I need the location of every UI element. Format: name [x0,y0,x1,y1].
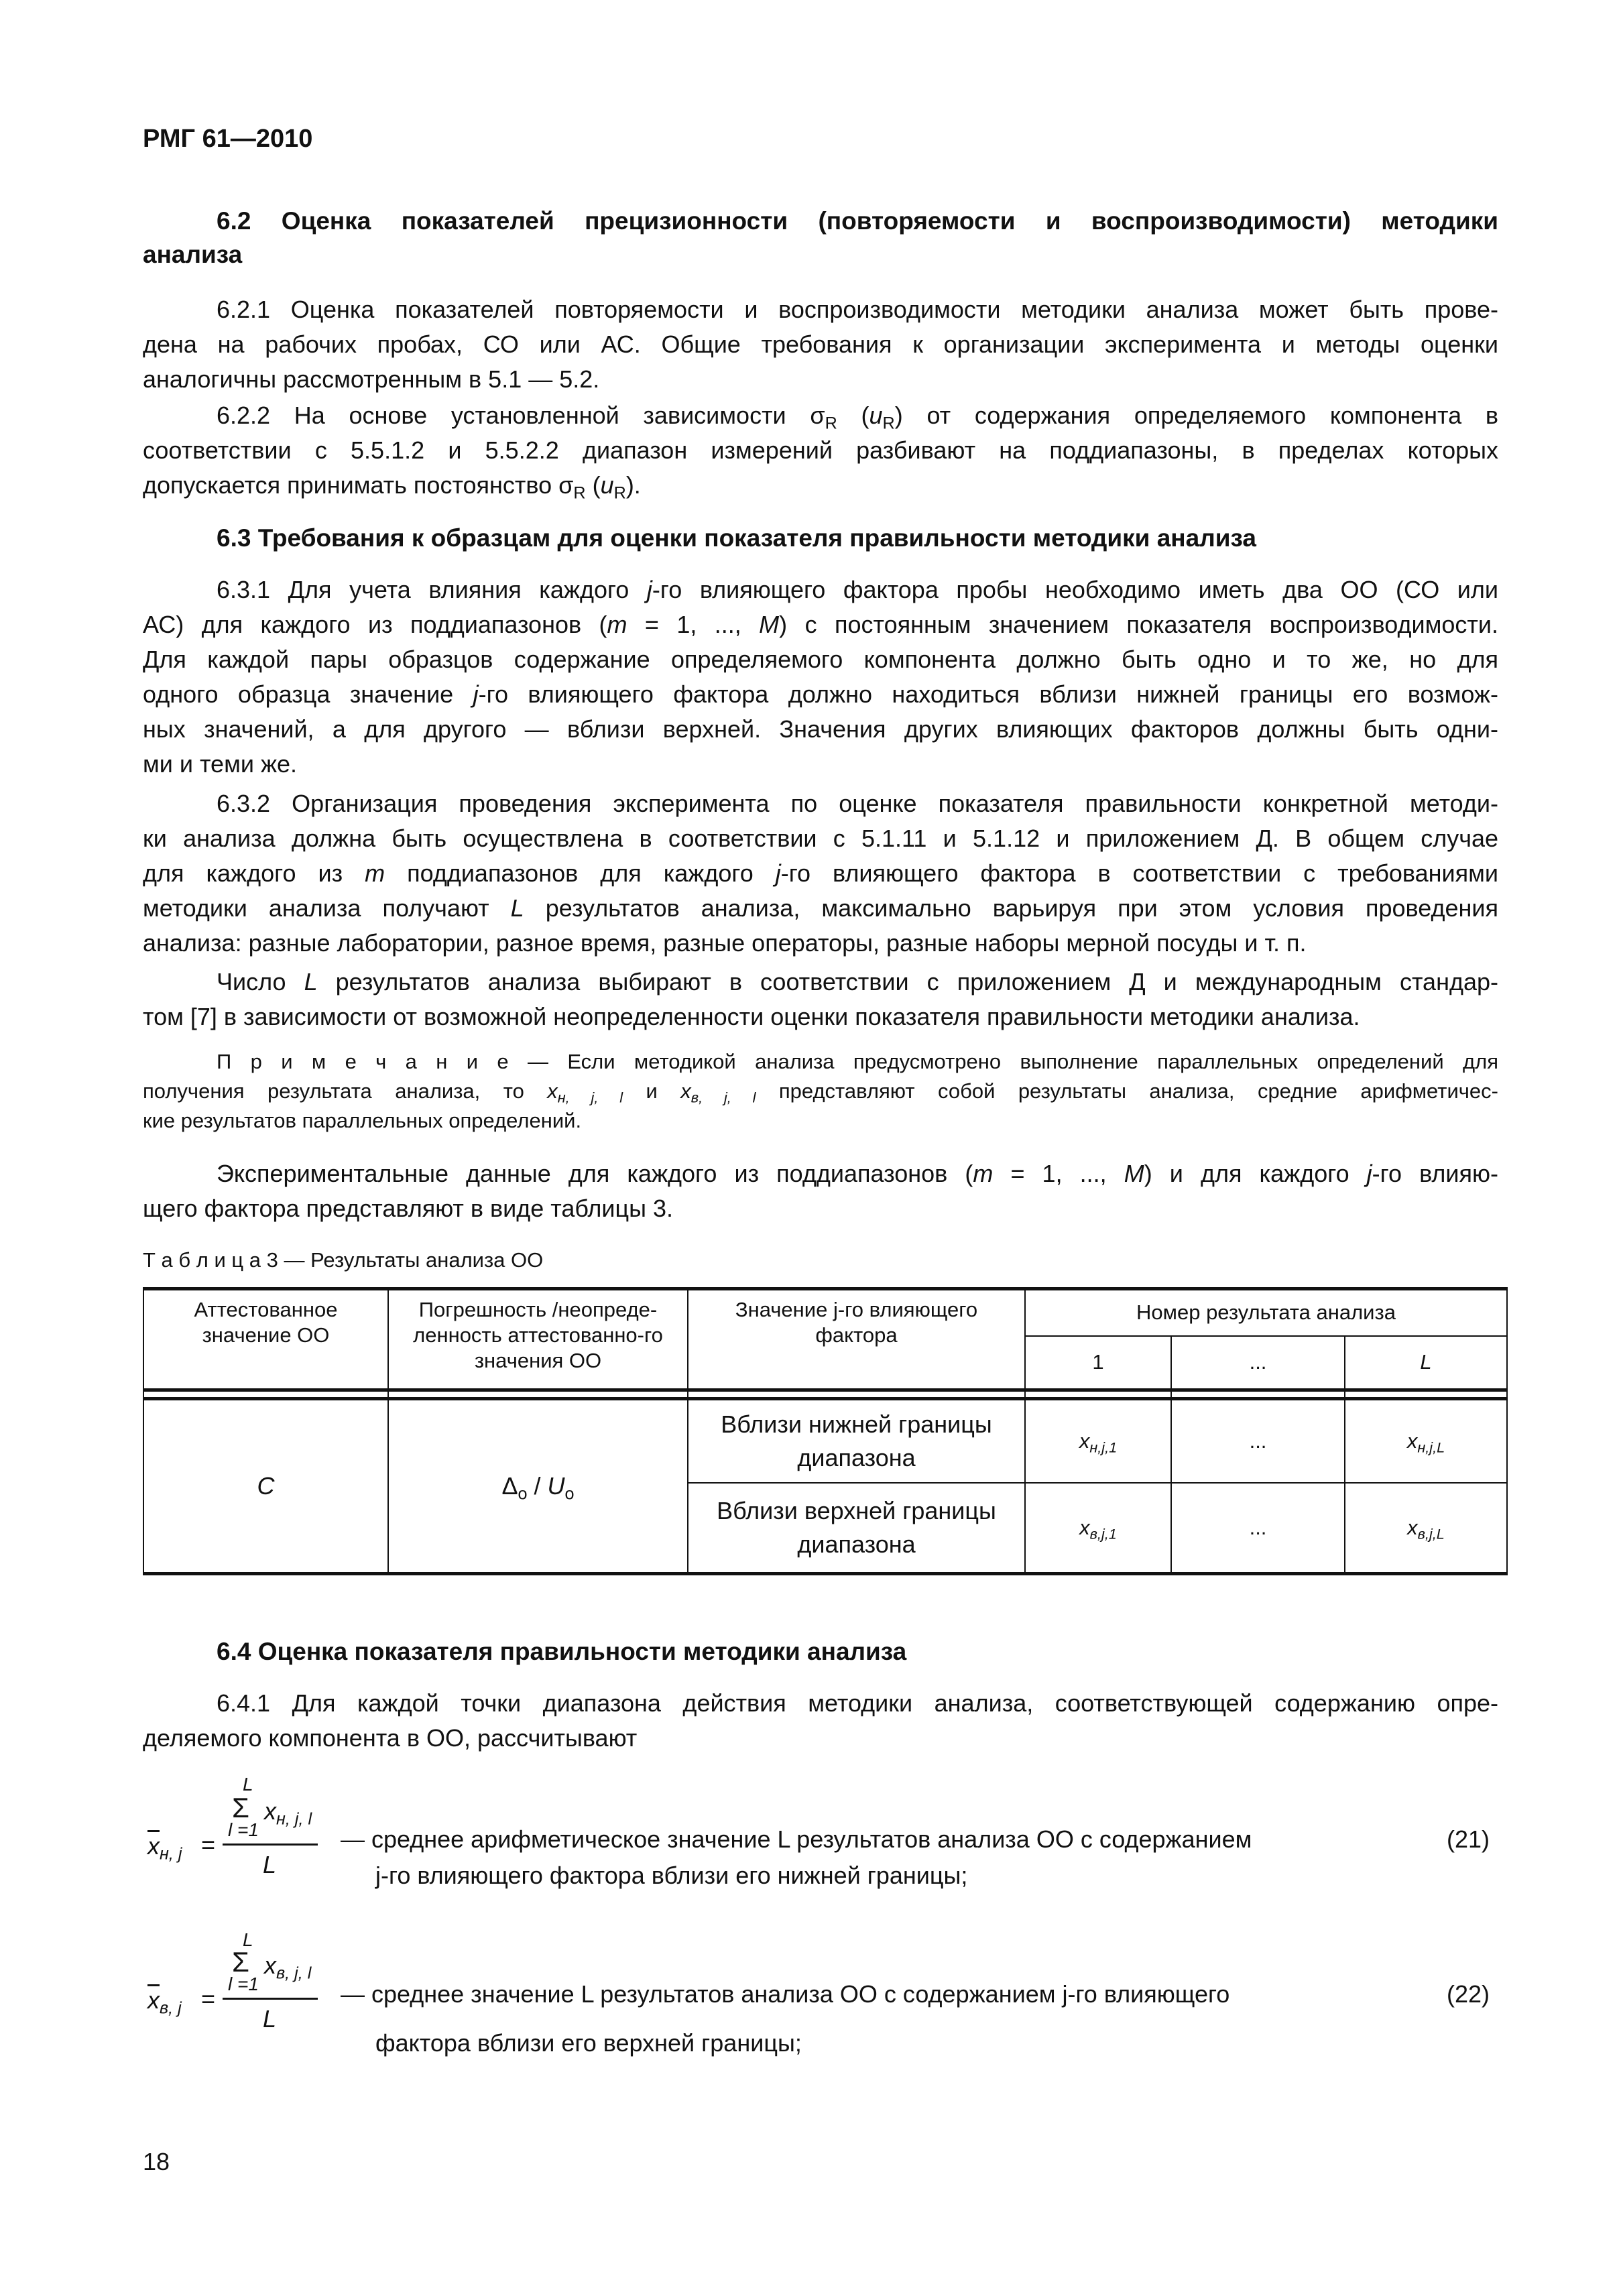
text-segment: -го влияющего фактора пробы необходимо иметь два ОО (СО или [652,576,1499,603]
text-segment: ). [625,471,641,499]
text-segment: ) от содержания определяемого компонента в [894,402,1498,429]
sum-upper-limit: L [243,1774,253,1795]
cell-lower-1: $x_{н,j,1}$ [1025,1399,1171,1483]
text-segment: анализа [143,241,243,268]
sum-term: $x_{н, j, l}$ [264,1797,312,1829]
cell-lower-L: $x_{н,j,L}$ [1345,1399,1507,1483]
text-line [143,712,1498,747]
text-segment: дена на рабочих пробах, СО или АС. Общие требования к организации эксперимента и методы оценки [143,330,1498,358]
text-segment: u [600,471,614,499]
text-line [143,607,1498,642]
cell-upper-L: $x_{в,j,L}$ [1345,1483,1507,1574]
equation-number: (22) [1447,1980,1490,2008]
paragraph-6-2-2 [143,398,1498,503]
table-3 [143,1287,1508,1575]
cell-lower-bound: Вблизи нижней границы диапазона [688,1399,1025,1483]
text-line [143,1721,1498,1756]
text-line [143,1635,1498,1669]
table-row [143,1399,1507,1483]
text-segment: П р и м е ч а н и е — Если методикой анализа предусмотрено выполнение параллельных определений для [217,1050,1498,1073]
text-segment: ) с постоянным значением показателя воспроизводимости. [779,611,1498,638]
header-uncertainty: Погрешность /неопреде-ленность аттестованно-го значения ОО [388,1289,688,1390]
text-segment: j [473,680,479,708]
header-factor-value: Значение j-го влияющего фактора [688,1289,1025,1390]
text-line [143,965,1498,1000]
header-result-L: L [1345,1336,1507,1390]
text-segment: ных значений, а для другого — вблизи верхней. Значения других влияющих факторов должны быть одни- [143,715,1498,743]
formula-description: — среднее арифметическое значение L результатов анализа ОО с содержанием [341,1825,1252,1853]
text-segment: ( [837,402,869,429]
text-segment: и [623,1079,681,1103]
text-line [143,926,1498,961]
fraction-bar [223,1844,318,1846]
text-segment: j [1366,1160,1372,1187]
cell-certified-value: C [143,1399,388,1574]
text-segment: 6.2.1 Оценка показателей повторяемости и воспроизводимости методики анализа может быть прове- [217,296,1498,323]
formula-description-cont: j-го влияющего фактора вблизи его нижней границы; [375,1862,968,1889]
text-line [143,677,1498,712]
text-segment: j [646,576,652,603]
text-line [143,1000,1498,1034]
text-line [143,1106,1498,1136]
text-segment: аналогичны рассмотренным в 5.1 — 5.2. [143,365,600,393]
sigma-icon: Σ [232,1792,249,1823]
sum-term: $x_{в, j, l}$ [264,1951,312,1983]
cell-lower-ellipsis: ... [1171,1399,1345,1483]
text-segment: результатов анализа, максимально варьируя при этом условия проведения [524,894,1498,922]
text-segment: 6.2 Оценка показателей прецизионности (повторяемости и воспроизводимости) методики [217,207,1498,235]
fraction-bar [223,1998,318,2000]
cell-upper-1: $x_{в,j,1}$ [1025,1483,1171,1574]
text-segment: R [613,483,626,503]
text-segment: 6.3.1 Для учета влияния каждого [217,576,647,603]
paragraph-6-4-1 [143,1686,1498,1756]
text-segment: в, j, l [690,1089,756,1106]
header-result-1: 1 [1025,1336,1171,1390]
text-segment: поддиапазонов для каждого [385,859,776,887]
text-line [143,572,1498,607]
text-line [143,468,1498,503]
paragraph-6-3-2 [143,786,1498,961]
text-line [143,522,1498,555]
text-segment: щего фактора представляют в виде таблицы 3. [143,1195,674,1222]
text-segment: том [7] в зависимости от возможной неопределенности оценки показателя правильности методики анализа. [143,1003,1360,1030]
paragraph-experimental-data [143,1156,1498,1226]
text-segment: j [775,859,781,887]
text-segment: 6.3.2 Организация проведения эксперимента по оценке показателя правильности конкретной методи- [217,790,1498,817]
text-line [143,433,1498,468]
equation-number: (21) [1447,1825,1490,1853]
formula-lhs: $\overline{x}_{н, j}$ [147,1832,182,1864]
text-segment: x [680,1079,691,1103]
formula-description: — среднее значение L результатов анализа ОО с содержанием j-го влияющего [341,1980,1230,2008]
text-segment: L [510,894,524,922]
text-line [143,1191,1498,1226]
denominator: L [263,1851,277,1878]
text-segment: R [882,414,895,433]
text-segment: M [1124,1160,1144,1187]
text-line [143,856,1498,891]
page-number: 18 [143,2148,170,2175]
text-segment: методики анализа получают [143,894,511,922]
cell-uncertainty: $\Delta_о / U_о$ [388,1399,688,1574]
equals-sign: = [201,1831,216,1858]
equals-sign: = [201,1985,216,2012]
text-segment: АС) для каждого из поддиапазонов ( [143,611,607,638]
header-certified-value: Аттестованное значение ОО [143,1289,388,1390]
text-segment: 6.4 Оценка показателя правильности методики анализа [217,1638,907,1665]
text-line [143,1686,1498,1721]
sum-upper-limit: L [243,1929,253,1950]
text-segment: L [304,968,318,995]
text-segment: одного образца значение [143,680,473,708]
text-segment: = 1, ..., [627,611,760,638]
paragraph-6-2-1 [143,292,1498,397]
text-segment: = 1, ..., [993,1160,1124,1187]
text-segment: 6.3 Требования к образцам для оценки показателя правильности методики анализа [217,524,1256,552]
text-segment: R [573,483,586,503]
text-line [143,204,1498,238]
text-segment: -го влияющего фактора должно находиться вблизи нижней границы его возмож- [478,680,1499,708]
running-head: РМГ 61—2010 [143,125,313,153]
text-segment: кие результатов параллельных определений. [143,1109,582,1132]
paragraph-number-of-results [143,965,1498,1034]
text-line [143,398,1498,433]
text-line [143,821,1498,856]
text-segment: Экспериментальные данные для каждого из поддиапазонов ( [217,1160,973,1187]
text-segment: m [973,1160,994,1187]
text-segment: ми и теми же. [143,750,298,778]
sum-lower-limit: l =1 [228,1819,259,1840]
text-segment: допускается принимать постоянство σ [143,471,574,499]
section-heading-6-3 [143,522,1498,555]
text-segment: -го влияющего фактора в соответствии с требованиями [780,859,1498,887]
paragraph-6-3-1 [143,572,1498,782]
text-segment: m [607,611,627,638]
denominator: L [263,2005,277,2033]
section-heading-6-2 [143,204,1498,271]
text-line [143,238,1498,271]
text-segment: R [825,414,837,433]
cell-upper-bound: Вблизи верхней границы диапазона [688,1483,1025,1574]
text-segment: -го влияю- [1372,1160,1498,1187]
cell-upper-ellipsis: ... [1171,1483,1345,1574]
text-line [143,1077,1498,1106]
header-result-number: Номер результата анализа [1025,1289,1507,1336]
text-segment: получения результата анализа, то [143,1079,548,1103]
text-line [143,362,1498,397]
text-segment: Число [217,968,304,995]
text-segment: н, j, l [557,1089,623,1106]
text-segment: ки анализа должна быть осуществлена в соответствии с 5.1.11 и 5.1.12 и приложением Д. В общем случае [143,825,1498,852]
section-heading-6-4 [143,1635,1498,1669]
text-segment: анализа: разные лаборатории, разное время, разные операторы, разные наборы мерной посуды и т. п. [143,929,1307,957]
text-line [143,1156,1498,1191]
header-result-ellipsis: ... [1171,1336,1345,1390]
text-segment: соответствии с 5.5.1.2 и 5.5.2.2 диапазон измерений разбивают на поддиапазоны, в пределах которых [143,436,1498,464]
text-line [143,642,1498,677]
text-segment: 6.4.1 Для каждой точки диапазона действия методики анализа, соответствующей содержанию опре- [217,1689,1498,1717]
text-line [143,292,1498,327]
formula-lhs: $\overline{x}_{в, j}$ [147,1986,182,2018]
text-segment: результатов анализа выбирают в соответствии с приложением Д и международным стандар- [317,968,1498,995]
text-segment: m [365,859,385,887]
note [143,1047,1498,1136]
formula-description-cont: фактора вблизи его верхней границы; [375,2029,802,2057]
text-segment: x [547,1079,558,1103]
text-line [143,1047,1498,1077]
table-caption: Т а б л и ц а 3 — Результаты анализа ОО [143,1248,544,1272]
text-line [143,327,1498,362]
text-segment: 6.2.2 На основе установленной зависимости σ [217,402,825,429]
text-segment: M [759,611,780,638]
text-segment: деляемого компонента в ОО, рассчитывают [143,1724,638,1752]
sigma-icon: Σ [232,1946,249,1978]
text-segment: представляют собой результаты анализа, средние арифметичес- [756,1079,1498,1103]
text-segment: ( [585,471,601,499]
text-line [143,891,1498,926]
text-line [143,747,1498,782]
text-line [143,786,1498,821]
sum-lower-limit: l =1 [228,1974,259,1994]
text-segment: Для каждой пары образцов содержание определяемого компонента должно быть одно и то же, но для [143,646,1498,673]
text-segment: ) и для каждого [1144,1160,1367,1187]
text-segment: для каждого из [143,859,365,887]
text-segment: u [869,402,883,429]
